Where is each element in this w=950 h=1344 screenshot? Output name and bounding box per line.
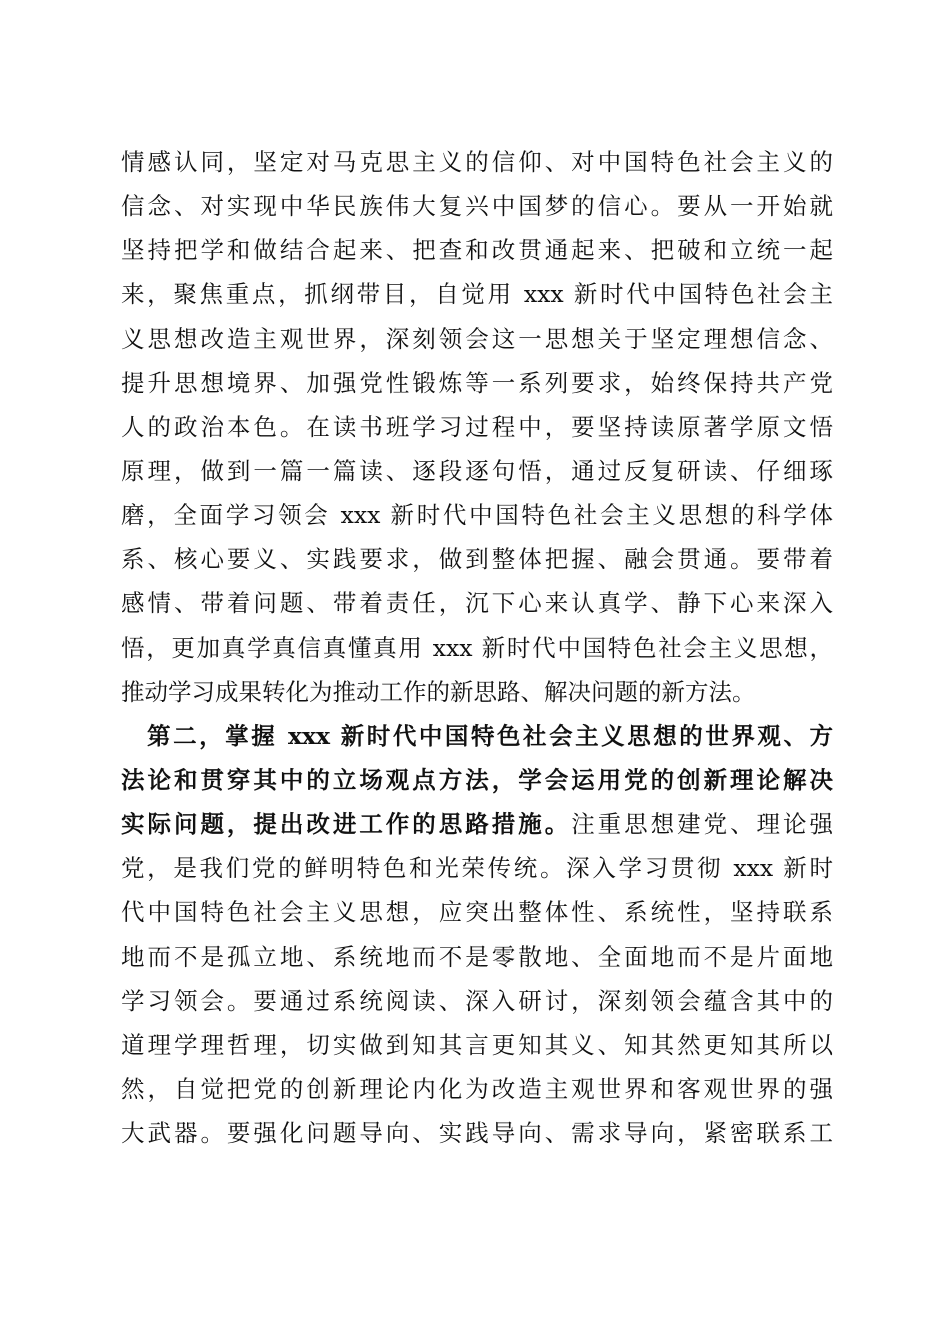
paragraph-line: 地而不是孤立地、系统地而不是零散地、全面地而不是片面地 xyxy=(121,942,833,971)
paragraph-line: 人的政治本色。在读书班学习过程中，要坚持读原著学原文悟 xyxy=(121,412,833,441)
paragraph-line: 原理，做到一篇一篇读、逐段逐句悟，通过反复研读、仔细琢 xyxy=(121,456,833,485)
paragraph-line: 代中国特色社会主义思想，应突出整体性、系统性，坚持联系 xyxy=(121,898,833,927)
mixed-line xyxy=(121,802,833,846)
paragraph-line: 磨，全面学习领会 xxx 新时代中国特色社会主义思想的科学体 xyxy=(121,501,833,530)
paragraph-line: 悟，更加真学真信真懂真用 xxx 新时代中国特色社会主义思想， xyxy=(121,633,833,662)
paragraph-line: 道理学理哲理，切实做到知其言更知其义、知其然更知其所以 xyxy=(121,1030,833,1059)
paragraph-line: 感情、带着问题、带着责任，沉下心来认真学、静下心来深入 xyxy=(121,589,833,618)
paragraph-line: 坚持把学和做结合起来、把查和改贯通起来、把破和立统一起 xyxy=(121,236,833,265)
section-heading-tail: 实际问题，提出改进工作的思路措施。 xyxy=(121,810,572,839)
paragraph-line: 来，聚焦重点，抓纲带目，自觉用 xxx 新时代中国特色社会主 xyxy=(121,280,833,309)
paragraph-line: 然，自觉把党的创新理论内化为改造主观世界和客观世界的强 xyxy=(121,1074,833,1103)
paragraph-line: 义思想改造主观世界，深刻领会这一思想关于坚定理想信念、 xyxy=(121,324,833,353)
paragraph-line: 大武器。要强化问题导向、实践导向、需求导向，紧密联系工 xyxy=(121,1119,833,1148)
paragraph-line: 系、核心要义、实践要求，做到整体把握、融会贯通。要带着 xyxy=(121,545,833,574)
section-heading-line: 第二，掌握 xxx 新时代中国特色社会主义思想的世界观、方 xyxy=(121,721,833,750)
paragraph-line: 推动学习成果转化为推动工作的新思路、解决问题的新方法。 xyxy=(121,677,756,706)
paragraph-line: 党，是我们党的鲜明特色和光荣传统。深入学习贯彻 xxx 新时 xyxy=(121,854,833,883)
paragraph-line: 情感认同，坚定对马克思主义的信仰、对中国特色社会主义的 xyxy=(121,148,833,176)
paragraph-line: 学习领会。要通过系统阅读、深入研讨，深刻领会蕴含其中的 xyxy=(121,986,833,1015)
paragraph-text: 注重思想建党、理论强 xyxy=(571,810,834,839)
paragraph-line: 提升思想境界、加强党性锻炼等一系列要求，始终保持共产党 xyxy=(121,368,833,397)
document-body xyxy=(121,140,833,1155)
paragraph-line: 信念、对实现中华民族伟大复兴中国梦的信心。要从一开始就 xyxy=(121,192,833,221)
section-heading-line: 法论和贯穿其中的立场观点方法，学会运用党的创新理论解决 xyxy=(121,765,833,794)
